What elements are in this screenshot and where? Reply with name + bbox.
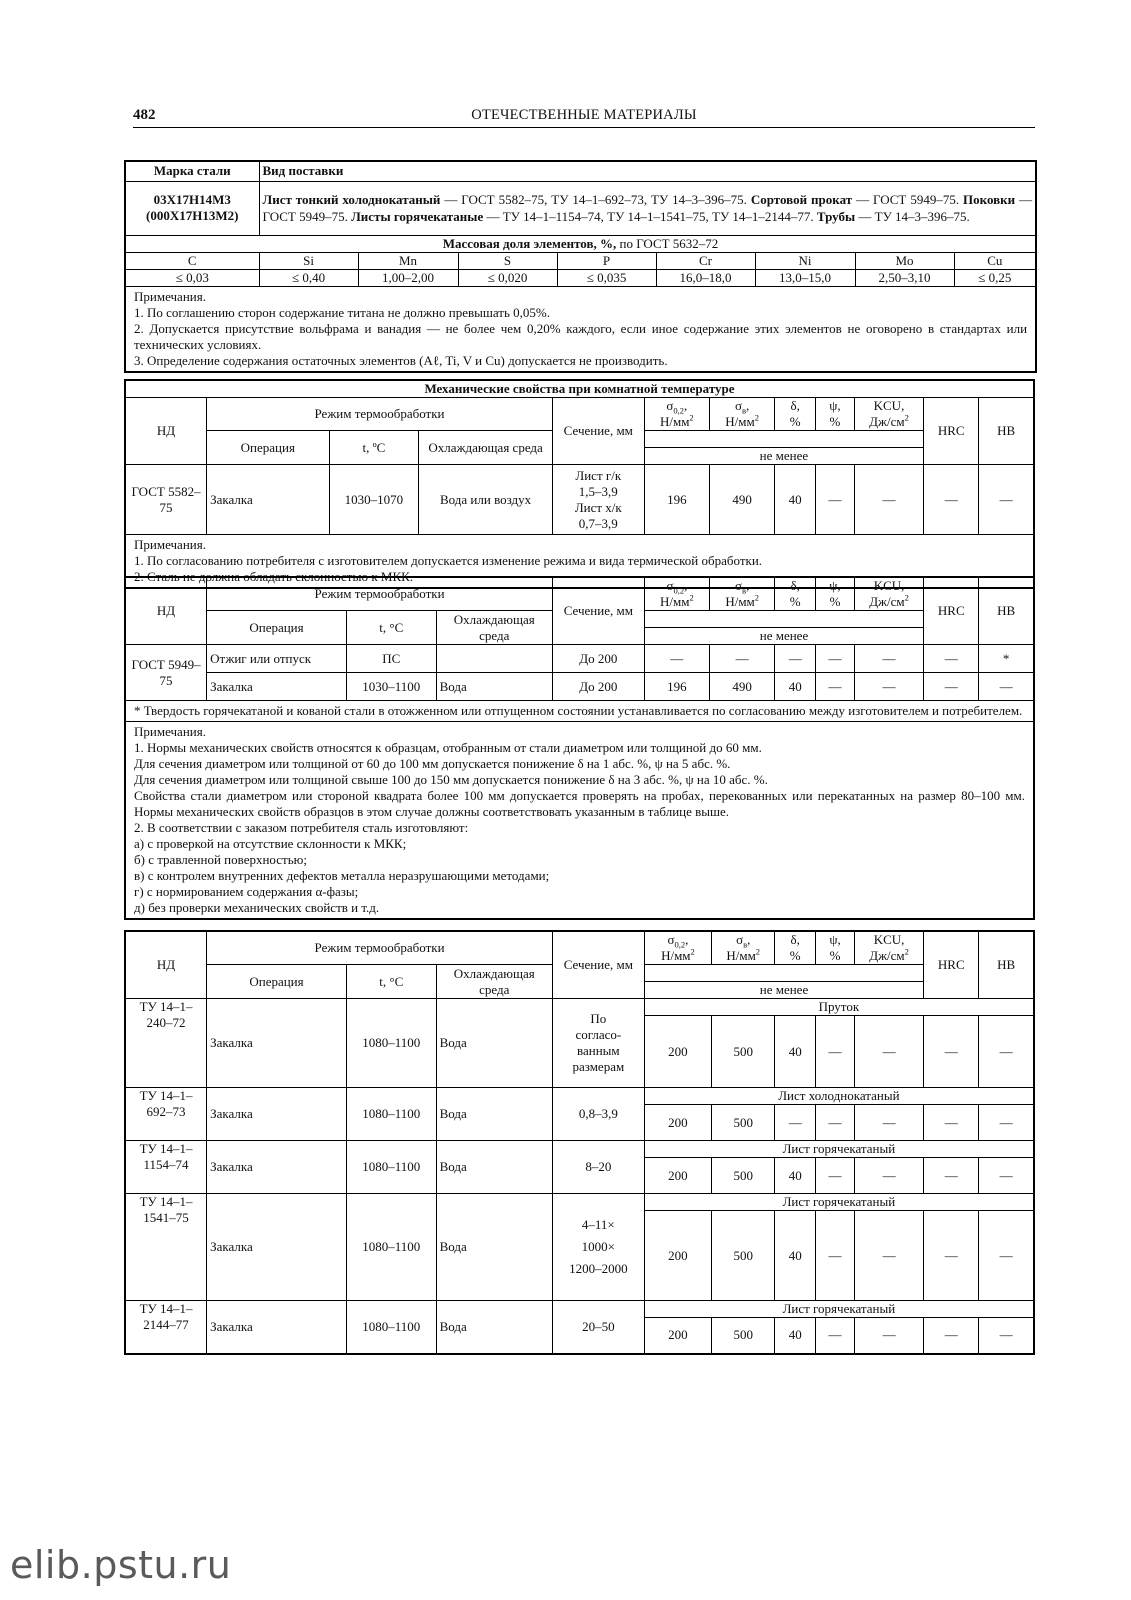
nd-cell: ТУ 14–1–2144–77 [125, 1301, 207, 1354]
note-line: Примечания. [134, 537, 206, 552]
page-header [133, 107, 1035, 128]
col-t: t, °С [346, 611, 436, 645]
col-cooling: Охлаждающая среда [436, 965, 552, 999]
value-cell: 500 [712, 1105, 775, 1141]
note-line: 1. По соглашению сторон содержание титана не должно превышать 0,05%. [134, 304, 550, 320]
nd-cell: ТУ 14–1–240–72 [125, 999, 207, 1088]
col-nd: НД [125, 931, 207, 999]
col-section: Сечение, мм [552, 931, 644, 999]
value-cell: — [816, 645, 855, 673]
value-cell: 200 [644, 1211, 711, 1301]
nd-cell: ТУ 14–1–1154–74 [125, 1141, 207, 1194]
value-cell: — [924, 673, 979, 701]
note-line: б) с травленной поверхностью; [134, 852, 307, 867]
note-line: 3. Определение содержания остаточных элементов (Aℓ, Ti, V и Cu) допускается не производить. [134, 352, 668, 368]
value-cell: 490 [709, 465, 774, 535]
running-title: ОТЕЧЕСТВЕННЫЕ МАТЕРИАЛЫ [471, 107, 697, 123]
element-header: Mo [855, 252, 954, 269]
col-hrc: HRC [924, 577, 979, 645]
col-nd: НД [125, 577, 207, 645]
t2-notes [125, 722, 1034, 920]
temperature-cell: 1080–1100 [346, 1194, 436, 1301]
value-cell: 200 [644, 1318, 711, 1354]
col-sb: $\sigma_в$, $Н/мм^2$ [712, 931, 775, 965]
col-hb: HB [979, 398, 1034, 465]
section-line: 20–50 [582, 1318, 615, 1334]
value-cell: 40 [775, 465, 816, 535]
cooling-cell: Вода [436, 1088, 552, 1141]
operation-cell: Закалка [207, 1194, 347, 1301]
col-kcu: KCU, $Дж/см^2$ [854, 931, 923, 965]
cooling-cell: Вода [436, 1141, 552, 1194]
note-line: Примечания. [134, 724, 206, 739]
value-cell: 40 [775, 1318, 816, 1354]
value-cell: — [854, 1158, 923, 1194]
value-cell: — [979, 673, 1034, 701]
value-cell: 500 [712, 1016, 775, 1088]
value-cell: — [854, 1105, 923, 1141]
col-section: Сечение, мм [552, 398, 644, 465]
section-line: 4–11× [581, 1217, 615, 1232]
value-cell: — [979, 1158, 1034, 1194]
product-label: Лист горячекатаный [644, 1141, 1034, 1158]
section-cell: До 200 [552, 673, 644, 701]
col-psi: ψ, % [816, 577, 855, 611]
value-cell: — [924, 1318, 979, 1354]
value-cell: — [854, 673, 923, 701]
col-operation: Операция [207, 965, 347, 999]
col-psi: ψ, % [816, 398, 855, 431]
element-header: P [557, 252, 656, 269]
cooling-cell: Вода или воздух [419, 465, 553, 535]
value-cell: — [854, 1318, 923, 1354]
temperature-cell: 1080–1100 [346, 1088, 436, 1141]
spec-row [125, 999, 1034, 1016]
col-operation: Операция [207, 431, 329, 465]
value-cell: 500 [712, 1158, 775, 1194]
note-line: 1. По согласованию потребителя с изготовителем допускается изменение режима и вида термической обработки. [134, 553, 763, 568]
mech-table-2 [124, 576, 1035, 920]
value-cell: — [979, 1318, 1034, 1354]
section-line: ванным [577, 1043, 620, 1058]
section-cell [552, 999, 644, 1088]
col-regime: Режим термообработки [207, 577, 553, 611]
supply-label: Вид поставки [259, 161, 1036, 181]
min-label: не менее [644, 448, 923, 465]
element-header: Mn [358, 252, 458, 269]
col-section: Сечение, мм [552, 577, 644, 645]
value-cell: — [979, 1211, 1034, 1301]
value-cell: — [816, 1318, 855, 1354]
value-cell: 196 [644, 673, 709, 701]
col-s02: $\sigma_{0,2}$, $Н/мм^2$ [644, 931, 711, 965]
value-cell: — [924, 645, 979, 673]
value-cell: 500 [712, 1211, 775, 1301]
section-line: 0,8–3,9 [578, 1106, 618, 1121]
col-s02: $\sigma_{0,2}$, $Н/мм^2$ [644, 398, 709, 431]
col-delta: δ, % [775, 931, 816, 965]
col-kcu: KCU, $Дж/см^2$ [854, 577, 923, 611]
nd-cell: ГОСТ 5949–75 [125, 645, 207, 701]
section-cell: До 200 [552, 645, 644, 673]
section-cell [552, 465, 644, 535]
value-cell: 200 [644, 1105, 711, 1141]
value-cell: 490 [710, 673, 775, 701]
col-regime: Режим термообработки [207, 931, 553, 965]
section-line: 0,7–3,9 [578, 515, 618, 531]
operation-cell: Закалка [207, 999, 347, 1088]
nd-cell: ТУ 14–1–692–73 [125, 1088, 207, 1141]
value-cell: — [816, 1211, 855, 1301]
note-line: 2. Допускается присутствие вольфрама и ванадия — не более чем 0,20% каждого, если иное содержание этих элементов не оговорено в стандартах или технических условиях. [134, 320, 1028, 352]
element-value: ≤ 0,035 [557, 269, 656, 286]
page-number: 482 [133, 107, 156, 123]
temperature-cell: 1080–1100 [346, 1301, 436, 1354]
section-line: Лист г/к [575, 467, 622, 483]
value-cell: — [816, 673, 855, 701]
col-kcu: KCU, $Дж/см^2$ [854, 398, 923, 431]
value-cell: — [979, 1105, 1034, 1141]
min-label: не менее [644, 982, 924, 999]
temperature-cell: ПС [346, 645, 436, 673]
operation-cell: Закалка [207, 1088, 347, 1141]
col-delta: δ, % [775, 398, 816, 431]
section-line: 1,5–3,9 [578, 483, 618, 499]
composition-notes [125, 286, 1036, 372]
section-cell [552, 1088, 644, 1141]
temperature-cell: 1080–1100 [346, 999, 436, 1088]
cooling-cell: Вода [436, 1301, 552, 1354]
col-delta: δ, % [775, 577, 816, 611]
value-cell: — [816, 1016, 855, 1088]
element-header: S [458, 252, 557, 269]
t2-star-note: * Твердость горячекатаной и кованой стали в отожженном или отпущенном состоянии устанавливается по согласованию между изготовителем и потребителем. [125, 701, 1034, 722]
value-cell: — [816, 465, 855, 535]
col-hrc: HRC [924, 398, 979, 465]
section-line: размерам [572, 1059, 625, 1074]
value-cell: — [924, 1158, 979, 1194]
col-t: t, ºС [329, 431, 419, 465]
grade-name: 03Х17Н14М3 (000Х17Н13М2) [125, 181, 259, 235]
value-cell: — [854, 465, 923, 535]
cooling-cell: Вода [436, 1194, 552, 1301]
element-value: 2,50–3,10 [855, 269, 954, 286]
product-label: Лист горячекатаный [644, 1194, 1034, 1211]
note-line: Для сечения диаметром или толщиной от 60 до 100 мм допускается понижение δ на 1 абс. %, ψ на 5 абс. %. [134, 756, 731, 771]
operation-cell: Закалка [207, 673, 347, 701]
section-line: 1000× [581, 1239, 616, 1254]
value-cell: — [979, 465, 1034, 535]
temperature-cell: 1030–1070 [329, 465, 419, 535]
section-line: согласо- [575, 1027, 622, 1042]
value-cell: — [854, 645, 923, 673]
element-value: 16,0–18,0 [656, 269, 755, 286]
note-line: 2. Сталь не должна обладать склонностью к МКК. [134, 569, 414, 584]
section-cell [552, 1301, 644, 1354]
spec-row [125, 1088, 1034, 1105]
value-cell: — [816, 1105, 855, 1141]
operation-cell: Закалка [207, 1301, 347, 1354]
nd-cell: ГОСТ 5582–75 [125, 465, 207, 535]
spec-row [125, 1141, 1034, 1158]
element-value: ≤ 0,020 [458, 269, 557, 286]
temperature-cell: 1030–1100 [346, 673, 436, 701]
temperature-cell: 1080–1100 [346, 1141, 436, 1194]
col-sb: $\sigma_в$, $Н/мм^2$ [709, 398, 774, 431]
col-nd: НД [125, 398, 207, 465]
value-cell: — [710, 645, 775, 673]
value-cell: 200 [644, 1158, 711, 1194]
value-cell: 40 [775, 1158, 816, 1194]
element-header: C [125, 252, 259, 269]
spec-row [125, 1194, 1034, 1211]
col-psi: ψ, % [816, 931, 855, 965]
section-line: По [590, 1011, 607, 1026]
mech-title: Механические свойства при комнатной температуре [125, 380, 1034, 398]
product-label: Лист горячекатаный [644, 1301, 1034, 1318]
value-cell: — [924, 1016, 979, 1088]
note-line: Примечания. [134, 288, 206, 304]
cooling-cell: Вода [436, 673, 552, 701]
value-cell: — [854, 1016, 923, 1088]
element-value: ≤ 0,40 [259, 269, 358, 286]
note-line: а) с проверкой на отсутствие склонности к МКК; [134, 836, 407, 851]
col-operation: Операция [207, 611, 347, 645]
value-cell: — [924, 1211, 979, 1301]
col-cooling: Охлаждающая среда [419, 431, 553, 465]
operation-cell: Отжиг или отпуск [207, 645, 347, 673]
value-cell: — [644, 645, 709, 673]
col-cooling: Охлаждающая среда [436, 611, 552, 645]
value-cell: 40 [775, 673, 816, 701]
section-cell [552, 1194, 644, 1301]
col-sb: $\sigma_в$, $Н/мм^2$ [710, 577, 775, 611]
product-label: Лист холоднокатаный [644, 1088, 1034, 1105]
section-line: 8–20 [585, 1159, 612, 1174]
composition-table [124, 160, 1037, 373]
col-hb: HB [979, 577, 1034, 645]
note-line: Для сечения диаметром или толщиной свыше 100 до 150 мм допускается понижение δ на 3 абс. %, ψ на 10 абс. %. [134, 772, 768, 787]
element-header: Si [259, 252, 358, 269]
note-line: д) без проверки механических свойств и т.д. [134, 900, 380, 915]
product-label: Пруток [644, 999, 1034, 1016]
value-cell: — [854, 1211, 923, 1301]
value-cell: — [775, 1105, 816, 1141]
col-s02: $\sigma_{0,2}$, $Н/мм^2$ [644, 577, 709, 611]
value-cell: 200 [644, 1016, 711, 1088]
note-line: 1. Нормы механических свойств относятся к образцам, отобранным от стали диаметром или толщиной до 60 мм. [134, 740, 762, 755]
note-line: г) с нормированием содержания α-фазы; [134, 884, 359, 899]
operation-cell: Закалка [207, 1141, 347, 1194]
element-header: Ni [755, 252, 855, 269]
element-value: 1,00–2,00 [358, 269, 458, 286]
col-hrc: HRC [924, 931, 979, 999]
value-cell: 40 [775, 1211, 816, 1301]
value-cell: — [816, 1158, 855, 1194]
supply-text: Лист тонкий холоднокатаный — ГОСТ 5582–75, ТУ 14–1–692–73, ТУ 14–3–396–75. Сортовой прокат — ГОСТ 5949–75. Поковки — ГОСТ 5949–75. Листы горячекатаные — ТУ 14–1–1154–74, ТУ 14–1–1541–75, ТУ 14–1–2144–77. Трубы — ТУ 14–3–396–75. [259, 181, 1036, 235]
cooling-cell [436, 645, 552, 673]
section-line: Лист х/к [574, 499, 622, 515]
element-header: Cr [656, 252, 755, 269]
section-cell [552, 1141, 644, 1194]
section-line: 1200–2000 [569, 1261, 628, 1276]
note-line: Свойства стали диаметром или стороной квадрата более 100 мм допускается проверять на пробах, перекованных или перекатанных на размер 80–100 мм. Нормы механических свойств образцов в этом случае должны соответствовать указанным в таблице выше. [134, 788, 1025, 819]
element-value: ≤ 0,03 [125, 269, 259, 286]
value-cell: 500 [712, 1318, 775, 1354]
value-cell: 40 [775, 1016, 816, 1088]
spec-row [125, 1301, 1034, 1318]
composition-title: Массовая доля элементов, %, по ГОСТ 5632–72 [125, 235, 1036, 252]
col-t: t, °С [346, 965, 436, 999]
value-cell: * [979, 645, 1034, 673]
element-value: ≤ 0,25 [954, 269, 1036, 286]
element-header: Cu [954, 252, 1036, 269]
col-hb: HB [979, 931, 1034, 999]
grade-label: Марка стали [125, 161, 259, 181]
mech-table-1 [124, 379, 1035, 589]
col-regime: Режим термообработки [207, 398, 553, 431]
cooling-cell: Вода [436, 999, 552, 1088]
element-value: 13,0–15,0 [755, 269, 855, 286]
mech-table-3 [124, 930, 1035, 1355]
watermark: elib.pstu.ru [10, 1543, 232, 1587]
nd-cell: ТУ 14–1–1541–75 [125, 1194, 207, 1301]
note-line: в) с контролем внутренних дефектов металла неразрушающими методами; [134, 868, 550, 883]
value-cell: — [979, 1016, 1034, 1088]
operation-cell: Закалка [207, 465, 329, 535]
value-cell: — [924, 465, 979, 535]
min-label: не менее [644, 628, 923, 645]
value-cell: 196 [644, 465, 709, 535]
note-line: 2. В соответствии с заказом потребителя сталь изготовляют: [134, 820, 469, 835]
value-cell: — [924, 1105, 979, 1141]
value-cell: — [775, 645, 816, 673]
